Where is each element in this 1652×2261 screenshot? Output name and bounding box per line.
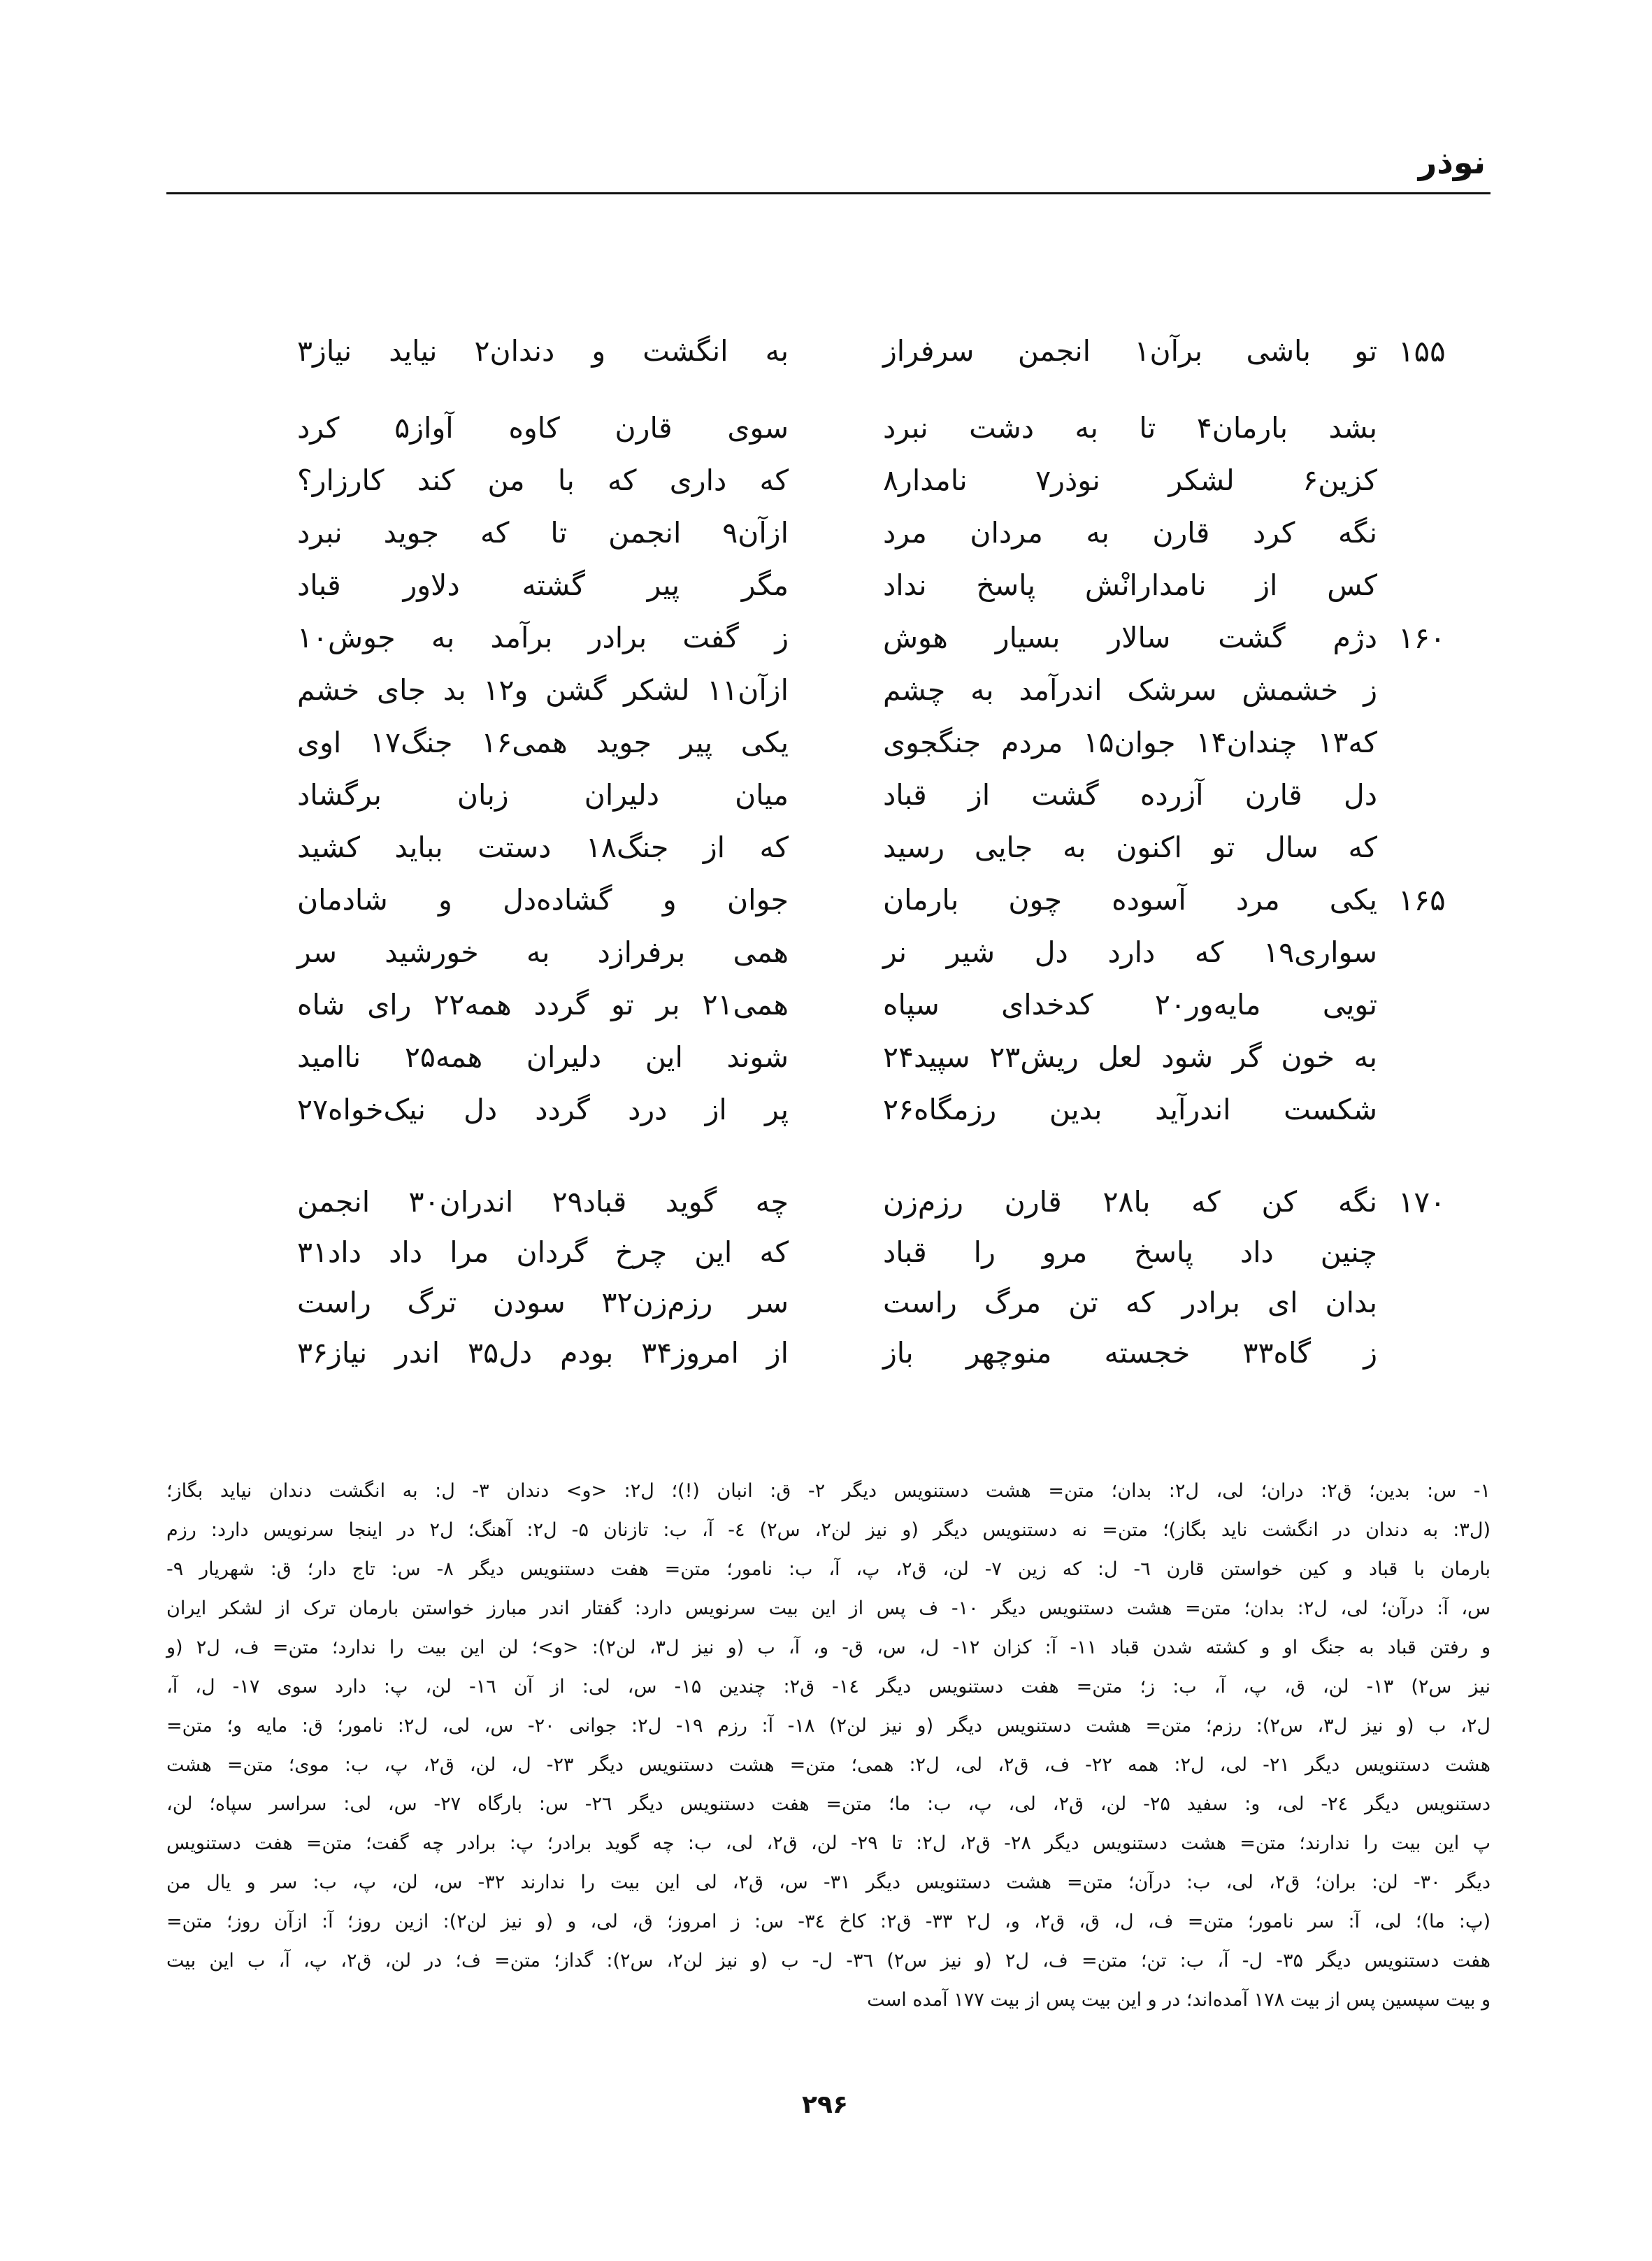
verse-row [0, 1040, 1652, 1089]
verse-row [0, 726, 1652, 775]
verse-row [0, 1286, 1652, 1335]
footnote-line: هشت دستنویس دیگر ۲۱- لی، ل۲: همه ۲۲- ف، ق۲، لی، ل۲: همی؛ متن= هشت دستنویس دیگر ۲۳- ل، لن، ق۲، پ، ب: موی؛ متن= هشت [166, 1754, 1491, 1776]
footnotes [166, 1472, 1491, 2020]
second-hemistich: که این چرخ گردان مرا داد داد۳۱ [297, 1235, 789, 1269]
verse-row [0, 1093, 1652, 1142]
footnote-line: ل۲، ب (و نیز ل۳، س۲): رزم؛ متن= هشت دستنویس دیگر (و نیز لن۲) ۱۸- آ: رزم ۱۹- ل۲: جوانی ۲۰- س، لی، ل۲: نامور؛ ق: مایه و؛ متن= [166, 1715, 1491, 1737]
page-number: ۲۹۶ [802, 2090, 848, 2119]
first-hemistich: تویی مایه‌ور۲۰ کدخدای سپاه [883, 988, 1378, 1021]
footnote-line: پ این بیت را ندارند؛ متن= هشت دستنویس دیگر ۲۸- ق۲، ل۲: تا ۲۹- لن، ق۲، لی، ب: چه گوید برادر؛ پ: برادر چه گفت؛ متن= هفت دستنویس [166, 1832, 1491, 1854]
running-header-title: نوذر [1418, 143, 1486, 181]
header-rule [166, 192, 1491, 194]
verse-row [0, 1185, 1652, 1234]
first-hemistich: سواری۱۹ که دارد دل شیر نر [883, 935, 1377, 969]
verse-row [0, 883, 1652, 932]
second-hemistich: سوی قارن کاوه آواز۵ کرد [297, 411, 789, 445]
first-hemistich: یکی مرد آسوده چون بارمان [883, 883, 1377, 917]
second-hemistich: که از جنگ۱۸ دستت بباید کشید [297, 831, 789, 864]
verse-number: ۱۶۰ [1398, 621, 1446, 655]
verse-row [0, 673, 1652, 722]
verse-row [0, 988, 1652, 1037]
first-hemistich: کس از نامدارانْش پاسخ نداد [883, 568, 1377, 602]
second-hemistich: ازآن۹ انجمن تا که جوید نبرد [297, 516, 789, 550]
first-hemistich: تو باشی برآن۱ انجمن سرفراز [883, 334, 1378, 368]
second-hemistich: پر از درد گردد دل نیک‌خواه۲۷ [297, 1093, 789, 1126]
second-hemistich: میان دلیران زبان برگشاد [297, 778, 789, 812]
second-hemistich: از امروز۳۴ بودم دل۳۵ اندر نیاز۳۶ [297, 1336, 789, 1370]
verse-row [0, 1235, 1652, 1284]
footnote-line: و رفتن قباد به جنگ او و کشته شدن قباد ۱۱- آ: کزان ۱۲- ل، س، ق- و، آ، ب (و نیز ل۳، لن۲): <و>؛ لن این بیت را ندارد؛ متن= ف، ل۲ (و [166, 1637, 1491, 1658]
first-hemistich: دژم گشت سالار بسیار هوش [883, 621, 1377, 654]
verse-row [0, 411, 1652, 460]
footnote-line: دیگر ۳۰- لن: بران؛ ق۲، لی، ب: درآن؛ متن= هشت دستنویس دیگر ۳۱- س، ق۲، لی این بیت را ندارند ۳۲- س، لن، پ، ب: سر و یال من [166, 1872, 1491, 1893]
first-hemistich: شکست اندرآید بدین رزمگاه۲۶ [883, 1093, 1377, 1126]
verse-number: ۱۷۰ [1398, 1185, 1446, 1219]
first-hemistich: نگه کرد قارن به مردان مرد [883, 516, 1377, 550]
second-hemistich: چه گوید قباد۲۹ اندران۳۰ انجمن [297, 1185, 789, 1219]
second-hemistich: مگر پیر گشته دلاور قباد [297, 568, 789, 602]
first-hemistich: به خون گر شود لعل ریش۲۳ سپید۲۴ [883, 1040, 1378, 1074]
second-hemistich: یکی پیر جوید همی۱۶ جنگ۱۷ اوی [297, 726, 789, 759]
second-hemistich: همی برفرازد به خورشید سر [297, 935, 789, 969]
verse-row [0, 568, 1652, 617]
footnote-line: (پ: ما)؛ لی، آ: سر نامور؛ متن= ف، ل، ق، ق۲، و، ل۲ ۳۳- ق۲: کاخ ۳٤- س: ز امروز؛ ق، لی، و (و نیز لن۲): ازین روز؛ آ: ازآن روز؛ متن= [166, 1911, 1491, 1932]
second-hemistich: ازآن۱۱ لشکر گشن و۱۲ بد جای خشم [297, 673, 789, 707]
first-hemistich: نگه کن که با۲۸ قارن رزم‌زن [883, 1185, 1377, 1219]
second-hemistich: ز گفت برادر برآمد به جوش۱۰ [297, 621, 789, 654]
verse-row [0, 935, 1652, 984]
second-hemistich: همی۲۱ بر تو گردد همه۲۲ رای شاه [297, 988, 789, 1021]
footnote-line: بارمان با قباد و کین خواستن قارن ٦- ل: که زین ۷- لن، ق۲، پ، آ، ب: نامور؛ متن= هفت دستنویس دیگر ۸- س: تاج دار؛ ق: شهریار ۹- [166, 1558, 1491, 1580]
first-hemistich: ز خشمش سرشک اندرآمد به چشم [883, 673, 1377, 707]
second-hemistich: جوان و گشاده‌دل و شادمان [297, 883, 789, 917]
verse-row [0, 464, 1652, 512]
verse-row [0, 831, 1652, 880]
verse-row [0, 516, 1652, 565]
second-hemistich: که داری که با من کند کارزار؟ [297, 464, 789, 497]
first-hemistich: کزین۶ لشکر نوذر۷ نامدار۸ [883, 464, 1378, 497]
footnote-line: س، آ: درآن؛ لی، ل۲: بدان؛ متن= هشت دستنویس دیگر ۱۰- ف پس از این بیت سرنویس دارد: گفتار اندر مبارز خواستن بارمان ترک از لشکر ایران [166, 1598, 1491, 1619]
footnote-line: ۱- س: بدین؛ ق۲: دران؛ لی، ل۲: بدان؛ متن= هشت دستنویس دیگر ۲- ق: انبان (!)؛ ل۲: <و> دندان ۳- ل: به انگشت دندان نیاید بگاز؛ [166, 1480, 1491, 1502]
first-hemistich: بدان ای برادر که تن مرگ راست [883, 1286, 1377, 1319]
first-hemistich: که سال تو اکنون به جایی رسید [883, 831, 1377, 864]
footnote-line: و بیت سپسین پس از بیت ۱۷۸ آمده‌اند؛ در و این بیت پس از بیت ۱۷۷ آمده است [867, 1989, 1491, 2011]
footnote-line: (ل۳: به دندان در انگشت ناید بگاز)؛ متن= نه دستنویس دیگر (و نیز لن۲، س۲) ٤- آ، ب: تازنان ۵- ل۲: آهنگ؛ ل۲ در اینجا سرنویس دارد: رزم [166, 1519, 1491, 1541]
footnote-line: نیز س۲) ۱۳- لن، ق، پ، آ، ب: ز؛ متن= هفت دستنویس دیگر ۱٤- ق۲: چندین ۱۵- س، لی: از آن ۱٦- لن، پ: دارد سوی ۱۷- ل، آ، [166, 1676, 1491, 1697]
footnote-line: هفت دستنویس دیگر ۳۵- ل- آ، ب: تن؛ متن= ف، ل۲ (و نیز س۲) ۳٦- ل- ب (و نیز لن۲، س۲): گداز؛ متن= ف؛ در لن، ق۲، پ، آ، ب این بیت [166, 1950, 1491, 1972]
verse-row [0, 1336, 1652, 1385]
second-hemistich: به انگشت و دندان۲ نیاید نیاز۳ [297, 334, 789, 368]
first-hemistich: ز گاه۳۳ خجسته منوچهر باز [883, 1336, 1377, 1370]
verse-row [0, 621, 1652, 670]
first-hemistich: که۱۳ چندان۱۴ جوان۱۵ مردم جنگجوی [883, 726, 1378, 759]
verse-number: ۱۶۵ [1398, 883, 1446, 917]
second-hemistich: شوند این دلیران همه۲۵ ناامید [297, 1040, 789, 1074]
verse-row [0, 778, 1652, 827]
first-hemistich: بشد بارمان۴ تا به دشت نبرد [883, 411, 1377, 445]
second-hemistich: سر رزم‌زن۳۲ سودن ترگ راست [297, 1286, 789, 1319]
first-hemistich: دل قارن آزرده گشت از قباد [883, 778, 1377, 812]
first-hemistich: چنین داد پاسخ مرو را قباد [883, 1235, 1377, 1269]
verse-row [0, 334, 1652, 383]
footnote-line: دستنویس دیگر ۲٤- لی، و: سفید ۲۵- لن، ق۲، لی، پ، ب: ما؛ متن= هفت دستنویس دیگر ۲٦- س: بارگاه ۲۷- س، لی: سراسر سپاه؛ لن، [166, 1793, 1491, 1815]
verse-number: ۱۵۵ [1398, 334, 1446, 368]
